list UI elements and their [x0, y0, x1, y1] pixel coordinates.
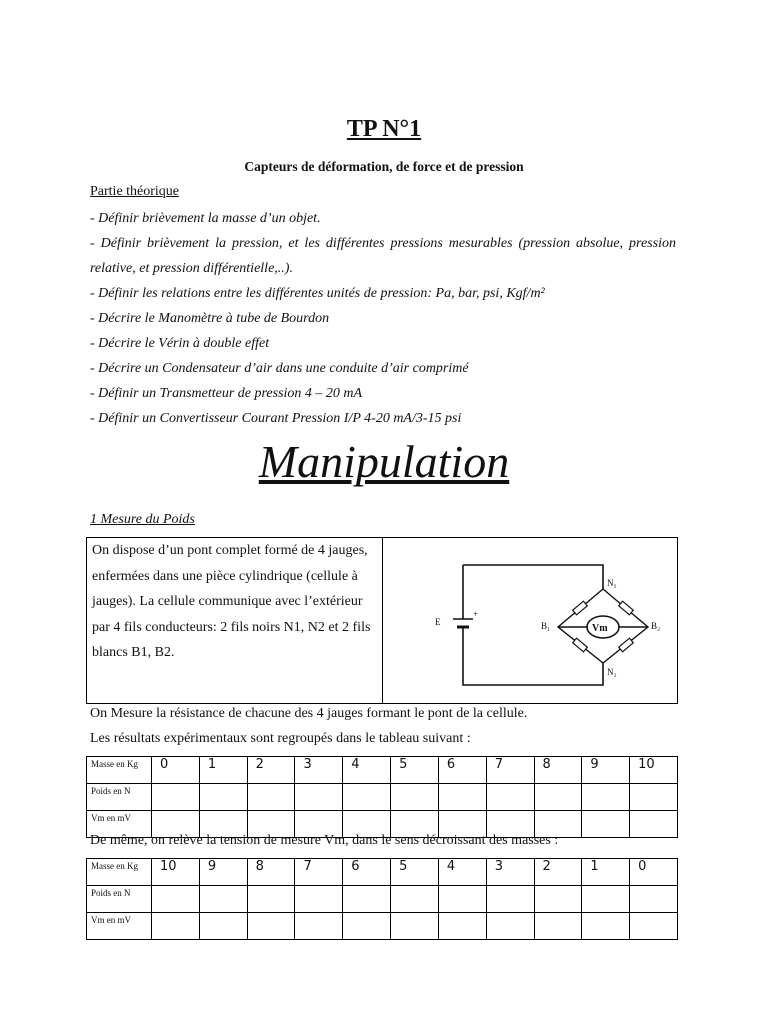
table-cell	[343, 784, 391, 811]
gauge-resistor-2	[619, 601, 634, 615]
table-cell	[630, 913, 678, 940]
table-cell	[630, 784, 678, 811]
row-header: Vm en mV	[87, 811, 152, 838]
table-cell	[534, 886, 582, 913]
intro-box	[86, 537, 678, 704]
table-row	[87, 913, 678, 940]
table-row	[87, 757, 678, 784]
manipulation-heading: Manipulation	[258, 436, 510, 487]
table-cell	[582, 913, 630, 940]
gauge-resistor-4	[619, 638, 634, 652]
table-cell	[630, 811, 678, 838]
row-header: Vm en mV	[87, 913, 152, 940]
node-b1: B₁	[541, 621, 551, 631]
table-cell: 1	[582, 859, 630, 886]
row-header: Masse en Kg	[87, 757, 152, 784]
theory-heading: Partie théorique	[90, 184, 180, 199]
theory-line: - Définir un Convertisseur Courant Pression I/P 4-20 mA/3-15 psi	[90, 411, 462, 426]
table-cell	[295, 784, 343, 811]
node-n2: N₂	[607, 667, 617, 677]
table-cell: 7	[295, 859, 343, 886]
table-cell	[486, 784, 534, 811]
bridge-figure	[383, 538, 677, 703]
table-cell	[199, 913, 247, 940]
table-cell	[582, 811, 630, 838]
row-header: Poids en N	[87, 784, 152, 811]
voltmeter-label: Vm	[592, 623, 608, 634]
theory-line: - Décrire le Manomètre à tube de Bourdon	[90, 311, 330, 326]
table-cell	[295, 913, 343, 940]
table-cell	[534, 784, 582, 811]
theory-line: - Définir brièvement la masse d’un objet.	[90, 211, 321, 226]
node-n1: N₁	[607, 578, 617, 588]
battery-plus: +	[473, 609, 479, 619]
battery-label: E	[435, 617, 441, 627]
table-cell: 4	[438, 859, 486, 886]
table-cell	[391, 913, 439, 940]
gauge-resistor-3	[573, 638, 588, 652]
table-cell	[343, 913, 391, 940]
table-cell	[582, 784, 630, 811]
intro-text: On dispose d’un pont complet formé de 4 jauges, enfermées dans une pièce cylindrique (cellule à jauges). La cellule communique avec l’extérieur par 4 fils conducteurs: 2 fils noirs N1, N2 et 2 fils blancs B1, B2.	[87, 538, 383, 703]
table-cell	[247, 886, 295, 913]
table-row	[87, 784, 678, 811]
theory-line: - Définir un Transmetteur de pression 4 – 20 mA	[90, 386, 363, 401]
theory-line: - Décrire un Condensateur d’air dans une conduite d’air comprimé	[90, 361, 469, 376]
table-cell	[247, 913, 295, 940]
table-cell: 10	[152, 859, 200, 886]
page-title: TP N°1	[346, 116, 422, 142]
paragraph-decreasing: De même, on relève la tension de mesure Vm, dans le sens décroissant des masses :	[90, 833, 559, 848]
table-cell	[438, 784, 486, 811]
table-cell	[582, 886, 630, 913]
table-cell	[199, 784, 247, 811]
table-cell: 9	[199, 859, 247, 886]
table-cell	[152, 784, 200, 811]
theory-line: - Définir les relations entre les différentes unités de pression: Pa, bar, psi, Kgf/m²	[90, 286, 545, 301]
table-cell	[199, 886, 247, 913]
table-cell: 8	[534, 757, 582, 784]
table-row	[87, 886, 678, 913]
theory-line: - Décrire le Vérin à double effet	[90, 336, 270, 351]
table-cell: 8	[247, 859, 295, 886]
table-cell	[486, 886, 534, 913]
table-cell	[152, 886, 200, 913]
table-cell: 0	[152, 757, 200, 784]
table-cell: 6	[343, 859, 391, 886]
row-header: Masse en Kg	[87, 859, 152, 886]
table-cell	[630, 886, 678, 913]
results-table-decreasing	[86, 858, 678, 940]
table-cell: 1	[199, 757, 247, 784]
table-cell	[486, 913, 534, 940]
row-header: Poids en N	[87, 886, 152, 913]
table-cell: 4	[343, 757, 391, 784]
table-cell	[295, 886, 343, 913]
table-cell: 3	[295, 757, 343, 784]
table-cell	[391, 784, 439, 811]
theory-list	[90, 206, 676, 431]
table-cell	[534, 913, 582, 940]
section-heading-poids: 1 Mesure du Poids	[90, 512, 195, 527]
results-table-increasing	[86, 756, 678, 838]
table-cell: 10	[630, 757, 678, 784]
paragraph-results: Les résultats expérimentaux sont regroupés dans le tableau suivant :	[90, 731, 471, 746]
wheatstone-bridge-diagram	[423, 555, 663, 695]
table-cell: 6	[438, 757, 486, 784]
theory-line: - Définir brièvement la pression, et les différentes pressions mesurables (pression absolue, pression relative, et pression différentielle,..).	[90, 236, 676, 276]
table-cell: 2	[247, 757, 295, 784]
table-cell: 7	[486, 757, 534, 784]
paragraph-resistance: On Mesure la résistance de chacune des 4 jauges formant le pont de la cellule.	[90, 706, 528, 721]
table-row	[87, 859, 678, 886]
table-cell: 3	[486, 859, 534, 886]
table-cell	[438, 913, 486, 940]
table-cell	[247, 784, 295, 811]
table-cell: 9	[582, 757, 630, 784]
table-cell	[152, 913, 200, 940]
table-cell: 5	[391, 757, 439, 784]
table-cell: 2	[534, 859, 582, 886]
table-cell	[391, 886, 439, 913]
page-subtitle: Capteurs de déformation, de force et de pression	[244, 159, 524, 174]
node-b2: B₂	[651, 621, 661, 631]
table-cell	[438, 886, 486, 913]
table-cell: 5	[391, 859, 439, 886]
table-cell: 0	[630, 859, 678, 886]
gauge-resistor-1	[573, 601, 588, 615]
table-cell	[343, 886, 391, 913]
